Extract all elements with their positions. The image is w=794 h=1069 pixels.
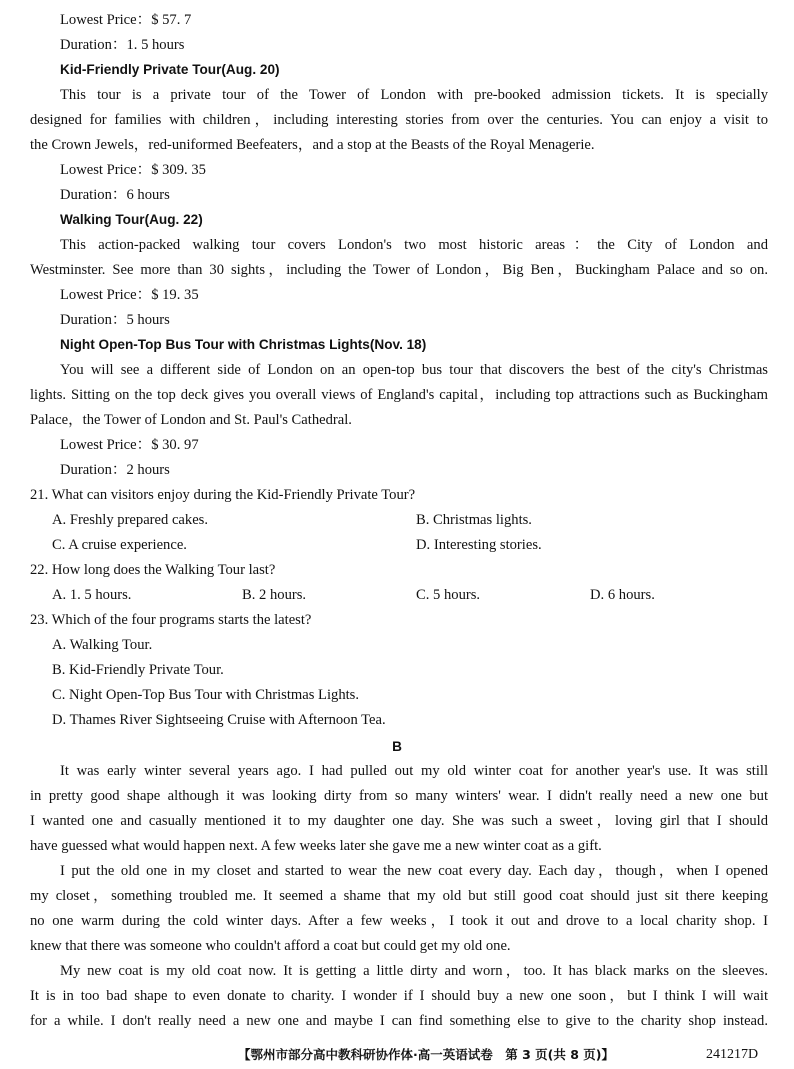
q22-option-a: A. 1. 5 hours. bbox=[52, 587, 132, 603]
passage-b-p3-line: for a while. I don't really need a new one and maybe I can find something else to give to the charity shop instead. bbox=[30, 1013, 768, 1029]
tour-kid-line-2: designed for families with children，including interesting stories from over the centuries. You can enjoy a visit to bbox=[30, 112, 768, 128]
passage-b-p1-line: I wanted one and casually mentioned it to my daughter one day. She was such a sweet，loving girl that I should bbox=[30, 813, 768, 829]
tour-walk-line-1: This action-packed walking tour covers London's two most historic areas：the City of London and bbox=[60, 237, 768, 253]
tour-kid-line-1: This tour is a private tour of the Tower of London with pre-booked admission tickets. It is specially bbox=[60, 87, 768, 103]
passage-b-p2-line: my closet，something troubled me. It seemed a shame that my old but still good coat should just sit there keeping bbox=[30, 888, 768, 904]
tour-bus-title: Night Open-Top Bus Tour with Christmas Lights(Nov. 18) bbox=[60, 337, 427, 352]
page-footer-title: 【鄂州市部分高中教科研协作体·高一英语试卷 第 3 页(共 8 页)】 bbox=[238, 1047, 614, 1062]
thames-duration: Duration：1. 5 hours bbox=[60, 37, 185, 53]
q23-option-b: B. Kid-Friendly Private Tour. bbox=[52, 662, 224, 678]
tour-walk-duration: Duration：5 hours bbox=[60, 312, 170, 328]
question-21: 21. What can visitors enjoy during the Kid-Friendly Private Tour? bbox=[30, 487, 416, 503]
passage-b-p2-line: no one warm during the cold winter days. After a few weeks，I took it out and drove to a local charity shop. I bbox=[30, 913, 768, 929]
tour-kid-duration: Duration：6 hours bbox=[60, 187, 170, 203]
passage-b-p1-line: have guessed what would happen next. A few weeks later she gave me a new winter coat as a gift. bbox=[30, 838, 602, 854]
passage-b-p2-line: I put the old one in my closet and started to wear the new coat every day. Each day，though，when I opened bbox=[60, 863, 768, 879]
q22-option-c: C. 5 hours. bbox=[416, 587, 481, 603]
q21-option-c: C. A cruise experience. bbox=[52, 537, 187, 553]
q22-option-d: D. 6 hours. bbox=[590, 587, 655, 603]
tour-kid-line-3: the Crown Jewels，red-uniformed Beefeaters，and a stop at the Beasts of the Royal Menagerie. bbox=[30, 137, 595, 153]
section-b-heading: B bbox=[392, 739, 402, 754]
tour-bus-line-2: lights. Sitting on the top deck gives you overall views of England's capital，including top attractions such as Buckingham bbox=[30, 387, 768, 403]
thames-price: Lowest Price：$ 57. 7 bbox=[60, 12, 192, 28]
tour-walk-line-2: Westminster. See more than 30 sights，including the Tower of London，Big Ben，Buckingham Palace and so on. bbox=[30, 262, 768, 278]
q21-option-d: D. Interesting stories. bbox=[416, 537, 542, 553]
tour-bus-price: Lowest Price：$ 30. 97 bbox=[60, 437, 199, 453]
q23-option-d: D. Thames River Sightseeing Cruise with Afternoon Tea. bbox=[52, 712, 386, 728]
q23-option-a: A. Walking Tour. bbox=[52, 637, 153, 653]
tour-bus-line-3: Palace，the Tower of London and St. Paul's Cathedral. bbox=[30, 412, 352, 428]
passage-b-p3-line: It is in too bad shape to even donate to charity. I wonder if I should buy a new one soon，but I think I will wait bbox=[30, 988, 768, 1004]
passage-b-p1-line: in pretty good shape although it was looking dirty from so many winters' wear. I didn't really need a new one but bbox=[30, 788, 768, 804]
tour-bus-line-1: You will see a different side of London on an open-top bus tour that discovers the best of the city's Christmas bbox=[60, 362, 768, 378]
q21-option-a: A. Freshly prepared cakes. bbox=[52, 512, 209, 528]
question-23: 23. Which of the four programs starts the latest? bbox=[30, 612, 312, 628]
page-footer-code: 241217D bbox=[706, 1047, 759, 1062]
q22-option-b: B. 2 hours. bbox=[242, 587, 307, 603]
tour-walk-price: Lowest Price：$ 19. 35 bbox=[60, 287, 199, 303]
question-22: 22. How long does the Walking Tour last? bbox=[30, 562, 276, 578]
q21-option-b: B. Christmas lights. bbox=[416, 512, 532, 528]
q23-option-c: C. Night Open-Top Bus Tour with Christmas Lights. bbox=[52, 687, 359, 703]
tour-walk-title: Walking Tour(Aug. 22) bbox=[60, 212, 203, 227]
passage-b-p3-line: My new coat is my old coat now. It is getting a little dirty and worn，too. It has black marks on the sleeves. bbox=[60, 963, 768, 979]
passage-b-p2-line: knew that there was someone who couldn't afford a coat but could get my old one. bbox=[30, 938, 511, 954]
tour-bus-duration: Duration：2 hours bbox=[60, 462, 170, 478]
passage-b-p1-line: It was early winter several years ago. I had pulled out my old winter coat for another year's use. It was still bbox=[60, 763, 768, 779]
tour-kid-price: Lowest Price：$ 309. 35 bbox=[60, 162, 206, 178]
tour-kid-title: Kid-Friendly Private Tour(Aug. 20) bbox=[60, 62, 280, 77]
